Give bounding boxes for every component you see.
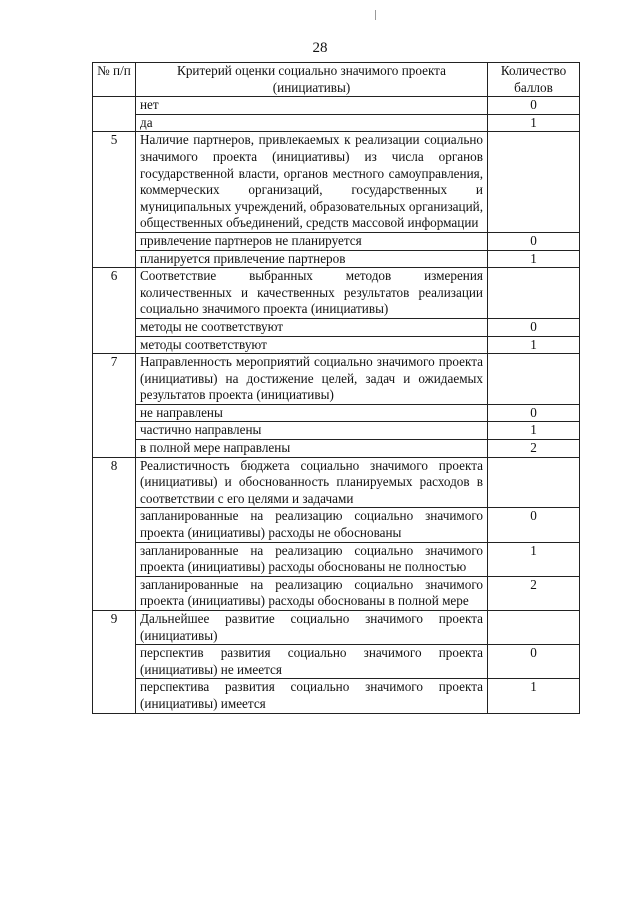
- option-text: запланированные на реализацию социально значимого проекта (инициативы) расходы обоснованы не полностью: [136, 542, 488, 576]
- option-text: нет: [136, 97, 488, 115]
- option-text: привлечение партнеров не планируется: [136, 232, 488, 250]
- option-text: методы соответствуют: [136, 336, 488, 354]
- option-text: не направлены: [136, 404, 488, 422]
- criterion-text: Дальнейшее развитие социально значимого проекта (инициативы): [136, 611, 488, 645]
- criterion-number: 5: [93, 132, 136, 268]
- option-row: [93, 318, 580, 336]
- criterion-score-empty: [488, 354, 580, 405]
- option-text: запланированные на реализацию социально значимого проекта (инициативы) расходы не обоснованы: [136, 508, 488, 542]
- criterion-number: 9: [93, 611, 136, 714]
- option-row: [93, 97, 580, 115]
- option-row: [93, 440, 580, 458]
- option-score: 1: [488, 679, 580, 713]
- option-row: [93, 232, 580, 250]
- criterion-row: [93, 354, 580, 405]
- option-score: 2: [488, 576, 580, 610]
- option-score: 0: [488, 318, 580, 336]
- header-num: № п/п: [93, 63, 136, 97]
- criteria-table: [92, 62, 580, 714]
- criterion-score-empty: [488, 268, 580, 319]
- criterion-number: 6: [93, 268, 136, 354]
- criterion-text: Направленность мероприятий социально значимого проекта (инициативы) на достижение целей, задач и ожидаемых результатов проекта (инициативы): [136, 354, 488, 405]
- criterion-text: Наличие партнеров, привлекаемых к реализации социально значимого проекта (инициативы) из числа органов государственной власти, органов местного самоуправления, коммерческих организаций, государственных и муниципальных учреждений, образовательных организаций, общественных объединений, средств массовой информации: [136, 132, 488, 233]
- header-score: Количество баллов: [488, 63, 580, 97]
- criterion-row: [93, 457, 580, 508]
- criterion-score-empty: [488, 611, 580, 645]
- option-row: [93, 250, 580, 268]
- criterion-text: Реалистичность бюджета социально значимого проекта (инициативы) и обоснованность планируемых расходов в соответствии с его целями и задачами: [136, 457, 488, 508]
- criterion-row: [93, 611, 580, 645]
- option-text: да: [136, 114, 488, 132]
- criterion-score-empty: [488, 132, 580, 233]
- option-score: 0: [488, 508, 580, 542]
- option-row: [93, 404, 580, 422]
- option-score: 1: [488, 250, 580, 268]
- option-score: 2: [488, 440, 580, 458]
- option-score: 0: [488, 97, 580, 115]
- option-row: [93, 508, 580, 542]
- criterion-row: [93, 132, 580, 233]
- option-text: частично направлены: [136, 422, 488, 440]
- criterion-number: 8: [93, 457, 136, 610]
- table-header-row: [93, 63, 580, 97]
- option-row: [93, 336, 580, 354]
- table-body: [93, 97, 580, 713]
- option-row: [93, 542, 580, 576]
- option-score: 1: [488, 542, 580, 576]
- option-text: перспектива развития социально значимого проекта (инициативы) имеется: [136, 679, 488, 713]
- header-criterion: Критерий оценки социально значимого проекта (инициативы): [136, 63, 488, 97]
- criterion-text: Соответствие выбранных методов измерения количественных и качественных результатов реализации социально значимого проекта (инициативы): [136, 268, 488, 319]
- option-row: [93, 422, 580, 440]
- option-score: 0: [488, 645, 580, 679]
- criterion-number: 7: [93, 354, 136, 458]
- option-score: 0: [488, 404, 580, 422]
- option-row: [93, 645, 580, 679]
- option-text: в полной мере направлены: [136, 440, 488, 458]
- scan-mark: [375, 10, 376, 20]
- criterion-row: [93, 268, 580, 319]
- option-row: [93, 576, 580, 610]
- option-text: перспектив развития социально значимого проекта (инициативы) не имеется: [136, 645, 488, 679]
- option-row: [93, 679, 580, 713]
- criterion-score-empty: [488, 457, 580, 508]
- option-score: 1: [488, 114, 580, 132]
- criterion-number: [93, 97, 136, 132]
- option-score: 1: [488, 422, 580, 440]
- option-text: запланированные на реализацию социально значимого проекта (инициативы) расходы обоснованы в полной мере: [136, 576, 488, 610]
- option-score: 0: [488, 232, 580, 250]
- option-row: [93, 114, 580, 132]
- option-score: 1: [488, 336, 580, 354]
- page-number: 28: [312, 40, 328, 56]
- option-text: методы не соответствуют: [136, 318, 488, 336]
- option-text: планируется привлечение партнеров: [136, 250, 488, 268]
